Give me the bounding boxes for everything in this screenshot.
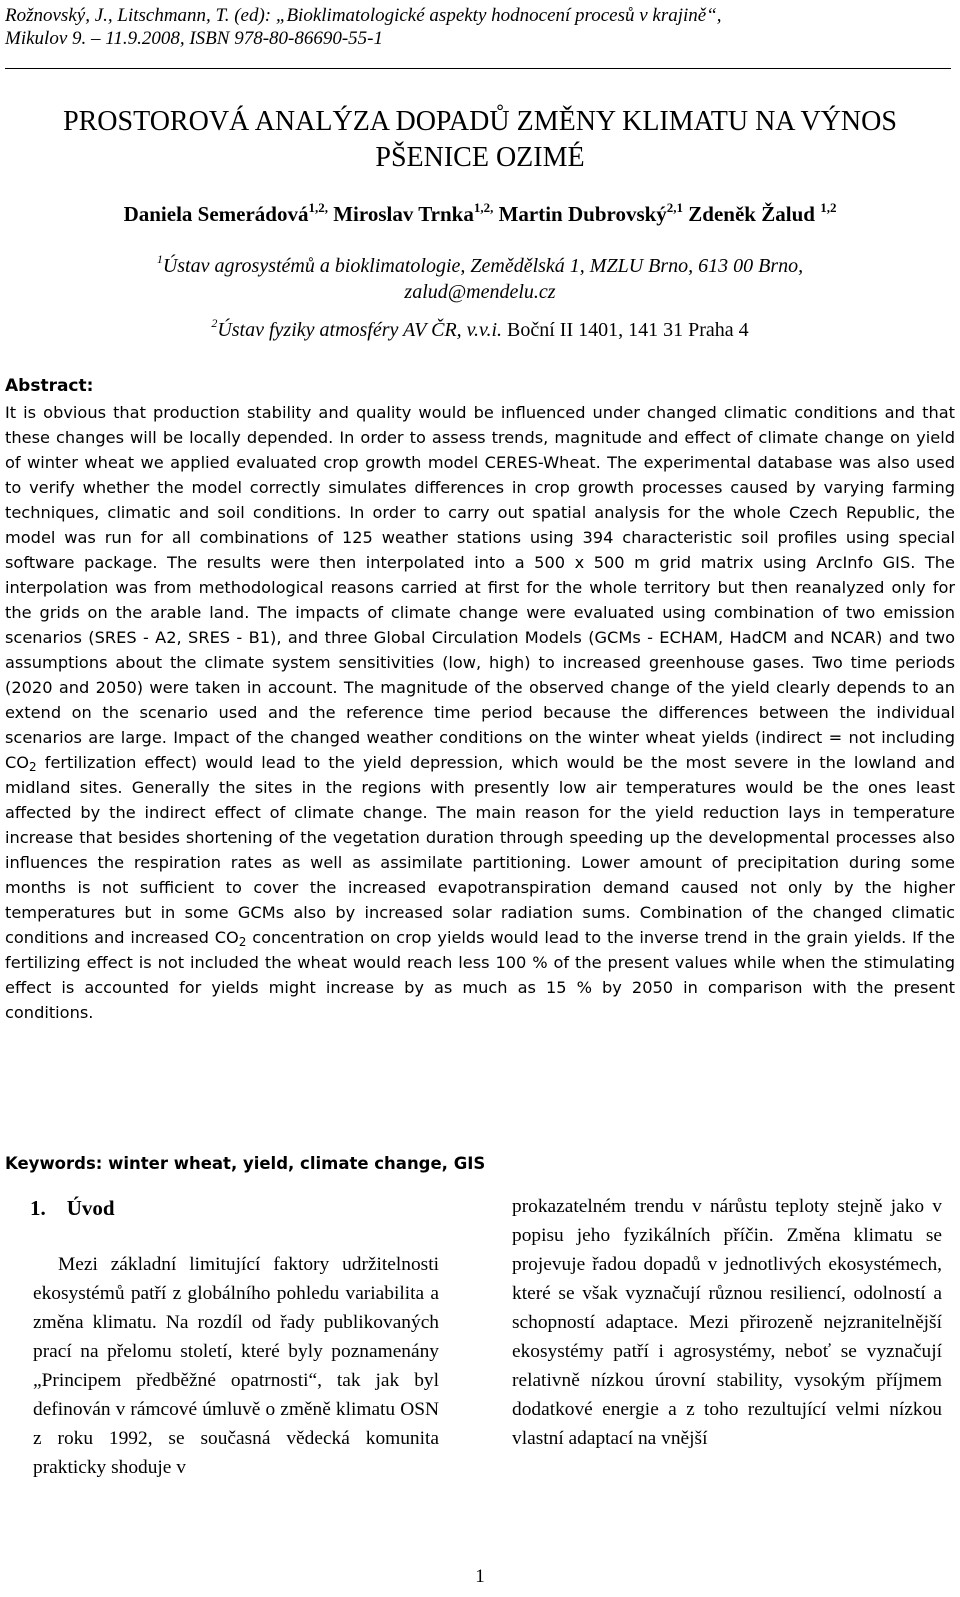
abstract-heading: Abstract: [5,376,94,396]
affiliation-email: zalud@mendelu.cz [404,281,556,303]
author-name: Zdeněk Žalud [688,202,815,226]
header-rule [5,68,951,69]
affiliation-institute: Ústav fyziky atmosféry AV ČR, v.v.i. [217,319,503,341]
affiliation-text: Ústav agrosystémů a bioklimatologie, Zemědělská 1, MZLU Brno, 613 00 Brno, [162,255,804,277]
subscript: 2 [29,760,37,774]
section-heading [30,1196,115,1221]
affiliation-number: 1 [156,252,163,266]
affiliation-address: Boční II 1401, 141 31 Praha 4 [502,319,749,341]
author-name: Miroslav Trnka [333,202,474,226]
paper-title-line-1: PROSTOROVÁ ANALÝZA DOPADŮ ZMĚNY KLIMATU NA VÝNOS [63,106,897,137]
author-name: Martin Dubrovský [498,202,667,226]
running-head [5,4,945,50]
paper-title-line-2: PŠENICE OZIMÉ [375,142,585,173]
running-head-line-1: Rožnovský, J., Litschmann, T. (ed): „Bioklimatologické aspekty hodnocení procesů v krajině“, [5,5,722,26]
author-name: Daniela Semerádová [123,202,309,226]
section-title-text: Úvod [66,1196,115,1220]
author-affiliation-mark: 1,2, [308,200,328,215]
author-affiliation-mark: 1,2, [473,200,494,215]
subscript: 2 [238,935,247,949]
affiliation-1 [5,253,955,305]
keywords: Keywords: winter wheat, yield, climate change, GIS [5,1154,486,1173]
affiliation-number: 2 [211,316,218,330]
paper-title [5,104,955,176]
running-head-line-2: Mikulov 9. – 11.9.2008, ISBN 978-80-86690-55-1 [5,28,384,49]
section-number: 1. [30,1196,46,1220]
affiliation-2 [5,317,955,343]
page-number: 1 [475,1566,485,1587]
author-affiliation-mark: 2,1 [666,200,684,215]
author-affiliation-mark: 1,2 [820,200,837,215]
body-column-right: prokazatelném trendu v nárůstu teploty stejně jako v popisu jeho fyzikálních příčin. Změna klimatu se projevuje řadou dopadů v jednotlivých ekosystémech, které se však vyznačují různou resiliencí, odolností a schopností adaptace. Mezi přirozeně nejzranitelnější ekosystémy patří i agrosystémy, neboť se vyznačují relativně nízkou úrovní stability, vysokým příjmem dodatkové energie a z toho rezultující velmi nízkou vlastní adaptací na vnější [512,1196,942,1449]
author-list [5,202,955,227]
body-column-left: Mezi základní limitující faktory udržitelnosti ekosystémů patří z globálního pohledu variabilita a změna klimatu. Na rozdíl od řady publikovaných prací na přelomu století, které byly poznamenány „Principem předběžné opatrnosti“, tak jak byl definován v rámcové úmluvě o změně klimatu OSN z roku 1992, se současná vědecká komunita prakticky shoduje v [33,1254,439,1478]
abstract-text: It is obvious that production stability and quality would be influenced under changed climatic conditions and that these changes will be locally depended. In order to assess trends, magnitude and effect of climate change on yield of winter wheat we applied evaluated crop growth model CERES-Wheat. The experimental database was also used to verify whether the model correctly simulates differences in crop growth processes caused by varying farming techniques, climatic and soil conditions. In order to carry out spatial analysis for the whole Czech Republic, the model was run for all combinations of 125 weather stations using 394 characteristic soil profiles using special software package. The results were then interpolated into a 500 x 500 m grid matrix using ArcInfo GIS. The interpolation was from methodological reasons carried at first for the whole territory but then reanalyzed only for the grids on the arable land. The impacts of climate change were evaluated using combination of two emission scenarios (SRES - A2, SRES - B1), and three Global Circulation Models (GCMs - ECHAM, HadCM and NCAR) and two assumptions about the climate system sensitivities (low, high) to increased greenhouse gases. Two time periods (2020 and 2050) were taken in account. The magnitude of the observed change of the yield clearly depends to an extend on the scenario used and the reference time period because the differences between the individual scenarios are large. Impact of the changed weather conditions on the winter wheat yields (indirect = not including $CO_2$ fertilization effect) would lead to the yield depression, which would be the most severe in the lowland and midland sites. Generally the sites in the regions with presently low air temperatures would be the ones least affected by the indirect effect of climate change. The main reason for the yield reduction lays in temperature increase that besides shortening of the vegetation duration through speeding up the developmental processes also influences the respiration rates as well as assimilate partitioning. Lower amount of precipitation during some months is not sufficient to cover the increased evapotranspiration demand caused not only by the higher temperatures but in some GCMs also by increased solar radiation sums. Combination of the changed climatic conditions and increased $CO_2$ concentration on crop yields would lead to the inverse trend in the grain yields. If the fertilizing effect is not included the wheat would reach less 100 % of the present values while when the stimulating effect is accounted for yields might increase by as much as 15 % by 2050 in comparison with the present conditions. [5,403,955,1022]
